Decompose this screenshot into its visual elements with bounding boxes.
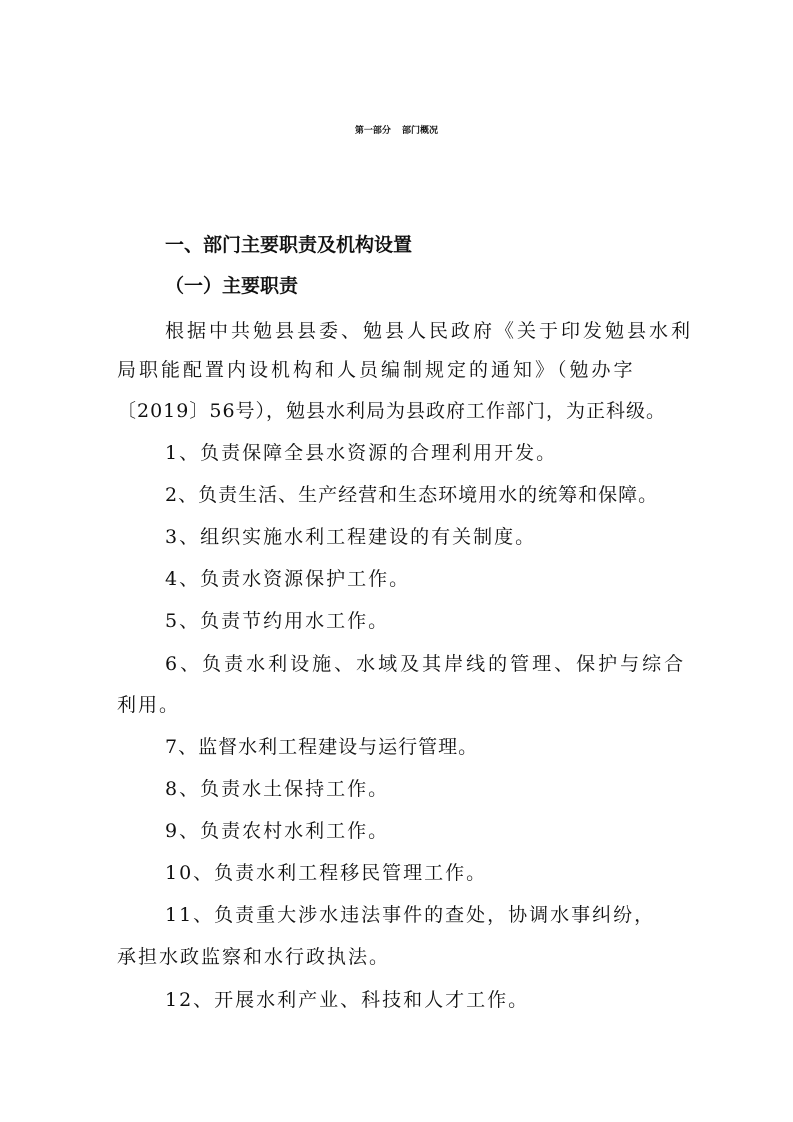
duty-item: 5、负责节约用水工作。 — [165, 610, 390, 632]
duty-item-continuation: 利用。 — [117, 694, 181, 716]
duty-item: 2、负责生活、生产经营和生态环境用水的统筹和保障。 — [165, 484, 659, 506]
intro-line-3: 〔2019〕56号），勉县水利局为县政府工作部门，为正科级。 — [117, 400, 667, 422]
duty-item: 11、负责重大涉水违法事件的查处，协调水事纠纷， — [165, 904, 656, 926]
duty-item: 3、组织实施水利工程建设的有关制度。 — [165, 526, 537, 548]
duty-item: 4、负责水资源保护工作。 — [165, 568, 411, 590]
duty-item: 9、负责农村水利工作。 — [165, 820, 390, 842]
subsection-heading: （一）主要职责 — [165, 275, 299, 297]
duty-item: 8、负责水土保持工作。 — [165, 778, 390, 800]
duty-item: 1、负责保障全县水资源的合理利用开发。 — [165, 442, 558, 464]
duty-item: 12、开展水利产业、科技和人才工作。 — [165, 989, 530, 1011]
page-title: 第一部分 部门概况 — [354, 126, 439, 136]
section-heading: 一、部门主要职责及机构设置 — [165, 234, 413, 256]
duty-item: 6、负责水利设施、水域及其岸线的管理、保护与综合 — [165, 653, 687, 675]
duty-item: 7、监督水利工程建设与运行管理。 — [165, 736, 479, 758]
intro-line-2: 局职能配置内设机构和人员编制规定的通知》（勉办字 — [117, 359, 636, 381]
duty-item: 10、负责水利工程移民管理工作。 — [165, 862, 488, 884]
intro-line-1: 根据中共勉县县委、勉县人民政府《关于印发勉县水利 — [165, 320, 694, 342]
duty-item-continuation: 承担水政监察和水行政执法。 — [117, 946, 391, 968]
